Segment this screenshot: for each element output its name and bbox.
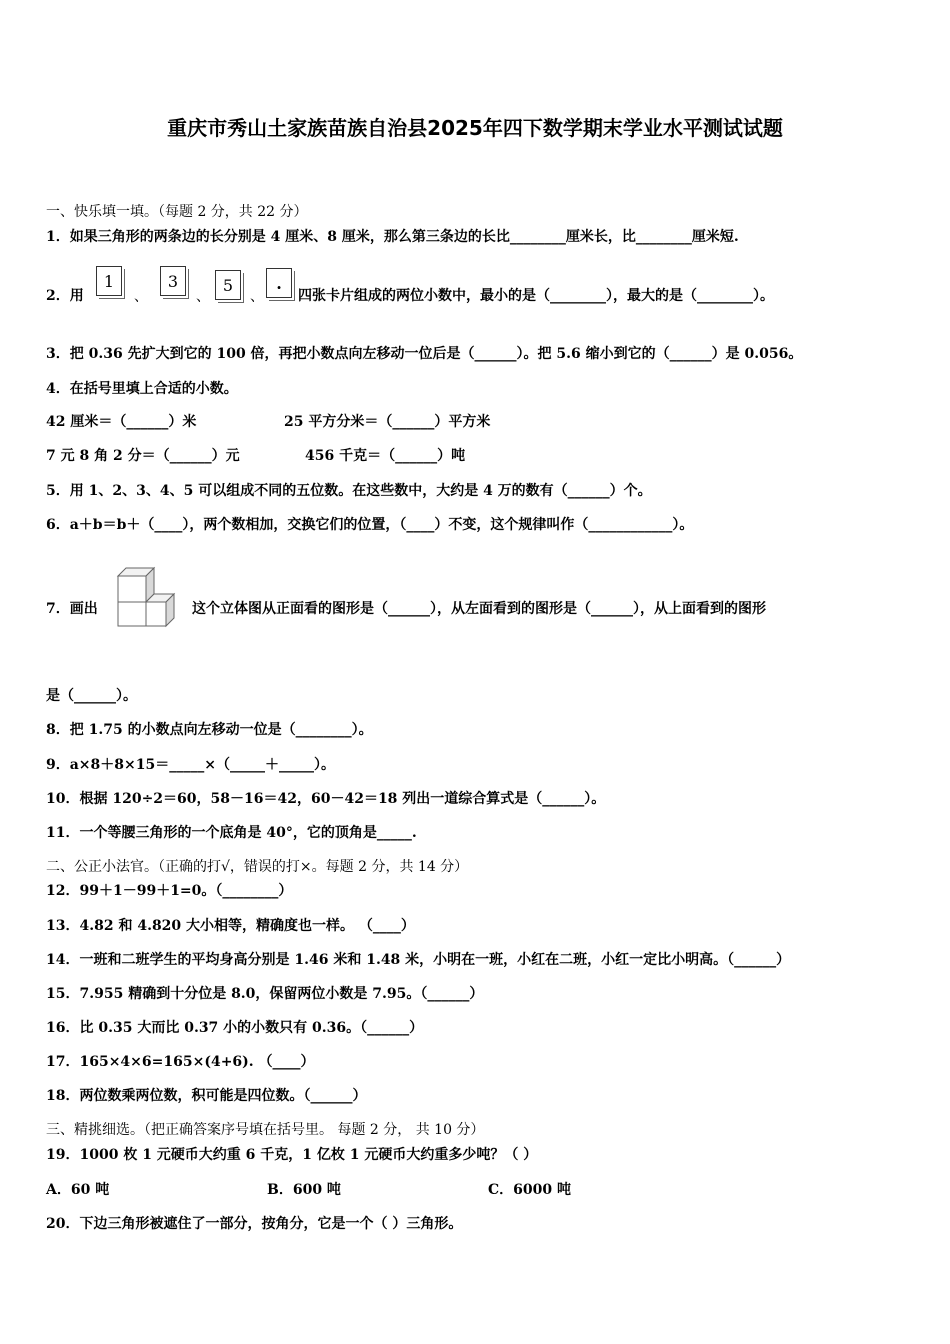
question-4d: 456 千克＝（______）吨 <box>305 448 466 464</box>
question-8: 8．把 1.75 的小数点向左移动一位是（________）。 <box>46 722 373 738</box>
question-18: 18．两位数乘两位数，积可能是四位数。（______） <box>46 1088 367 1104</box>
question-5: 5．用 1、2、3、4、5 可以组成不同的五位数。在这些数中，大约是 4 万的数有（______）个。 <box>46 483 652 499</box>
question-11: 11．一个等腰三角形的一个底角是 40°，它的顶角是_____. <box>46 825 417 841</box>
question-7-text: 这个立体图从正面看的图形是（______），从左面看到的图形是（______），从上面看到的图形 <box>192 601 766 617</box>
question-2-prefix: 2．用 <box>46 288 84 304</box>
question-1: 1．如果三角形的两条边的长分别是 4 厘米、8 厘米，那么第三条边的长比________厘米长，比________厘米短. <box>46 229 739 245</box>
question-4b: 25 平方分米＝（______）平方米 <box>284 414 491 430</box>
card-separator: 、 <box>250 289 264 305</box>
question-2-text: 四张卡片组成的两位小数中，最小的是（________），最大的是（________）。 <box>298 288 774 304</box>
question-16: 16．比 0.35 大而比 0.37 小的小数只有 0.36。（______） <box>46 1020 424 1036</box>
question-12: 12．99＋1－99＋1=0。（________） <box>46 883 293 899</box>
question-4: 4．在括号里填上合适的小数。 <box>46 381 238 397</box>
decimal-point-card: . <box>266 268 292 298</box>
card-separator: 、 <box>134 289 148 305</box>
question-4c: 7 元 8 角 2 分＝（______）元 <box>46 448 240 464</box>
question-19-option-b: B．600 吨 <box>267 1182 341 1198</box>
section-1-heading: 一、快乐填一填。（每题 2 分，共 22 分） <box>46 204 308 220</box>
question-19-option-c: C．6000 吨 <box>488 1182 571 1198</box>
question-4a: 42 厘米＝（______）米 <box>46 414 197 430</box>
question-10: 10．根据 120÷2＝60，58－16＝42，60－42＝18 列出一道综合算式是（______）。 <box>46 791 606 807</box>
question-7-prefix: 7．画出 <box>46 601 98 617</box>
question-20: 20．下边三角形被遮住了一部分，按角分，它是一个（ ）三角形。 <box>46 1216 463 1232</box>
question-17: 17．165×4×6=165×(4+6). （____） <box>46 1054 315 1070</box>
question-19-option-a: A．60 吨 <box>46 1182 110 1198</box>
section-2-heading: 二、公正小法官。（正确的打√，错误的打×。每题 2 分，共 14 分） <box>46 859 469 875</box>
card-separator: 、 <box>196 289 210 305</box>
number-card-1: 1 <box>96 266 122 296</box>
question-6: 6．a＋b＝b＋（____），两个数相加，交换它们的位置，（____）不变，这个规律叫作（____________）。 <box>46 517 694 533</box>
question-7-continued: 是（______）。 <box>46 688 137 704</box>
number-card-3: 3 <box>160 266 186 296</box>
section-3-heading: 三、精挑细选。（把正确答案序号填在括号里。 每题 2 分， 共 10 分） <box>46 1122 485 1138</box>
cube-stack-figure <box>114 562 178 628</box>
question-15: 15．7.955 精确到十分位是 8.0，保留两位小数是 7.95。（______） <box>46 986 484 1002</box>
number-card-5: 5 <box>215 270 241 300</box>
page-title: 重庆市秀山土家族苗族自治县2025年四下数学期末学业水平测试试题 <box>167 116 783 140</box>
question-9: 9．a×8＋8×15＝_____×（_____＋_____）。 <box>46 757 335 773</box>
question-14: 14．一班和二班学生的平均身高分别是 1.46 米和 1.48 米，小明在一班，小红在二班，小红一定比小明高。（______） <box>46 952 791 968</box>
question-13: 13．4.82 和 4.820 大小相等，精确度也一样。 （____） <box>46 918 415 934</box>
question-19: 19．1000 枚 1 元硬币大约重 6 千克，1 亿枚 1 元硬币大约重多少吨？（ ） <box>46 1147 538 1163</box>
question-3: 3．把 0.36 先扩大到它的 100 倍，再把小数点向左移动一位后是（______）。把 5.6 缩小到它的（______）是 0.056。 <box>46 346 803 362</box>
